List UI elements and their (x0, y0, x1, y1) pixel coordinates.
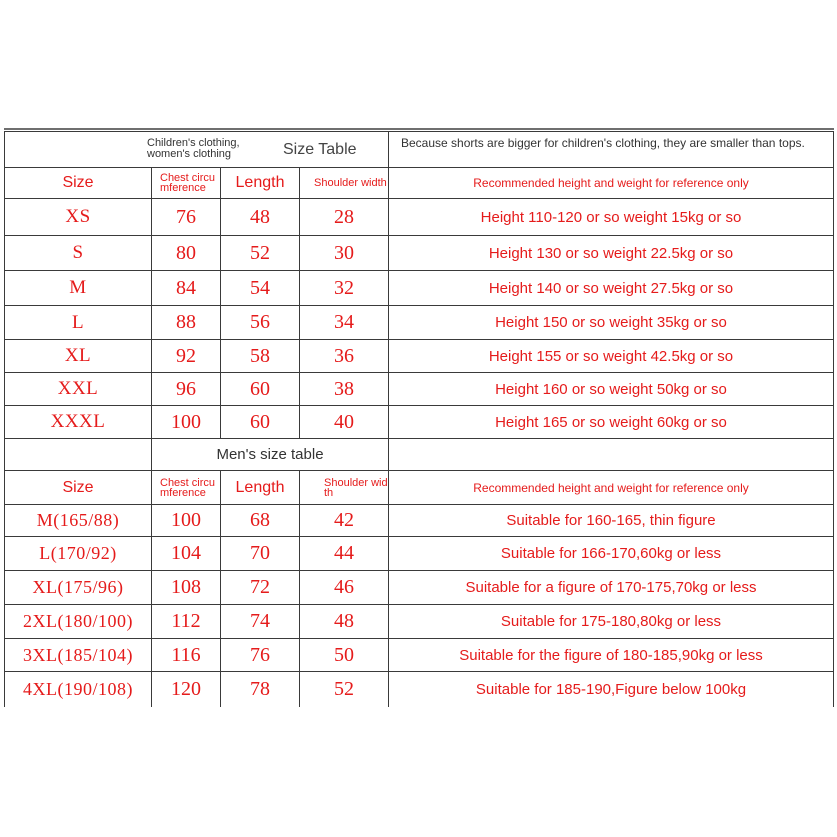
shoulder-cell: 34 (300, 306, 389, 340)
recommend-cell: Suitable for 166-170,60kg or less (389, 537, 834, 571)
table-row (5, 306, 834, 340)
table-row (5, 199, 834, 236)
recommend-cell: Suitable for 185-190,Figure below 100kg (389, 672, 834, 707)
chest-cell: 96 (152, 373, 221, 406)
chest-cell: 116 (152, 639, 221, 672)
size-cell: S (5, 236, 152, 271)
size-cell: XL(175/96) (5, 571, 152, 605)
col-shoulder-header: Shoulder width (300, 471, 389, 505)
col-size-header: Size (5, 471, 152, 505)
length-cell: 76 (221, 639, 300, 672)
chest-cell: 84 (152, 271, 221, 306)
table-row (5, 571, 834, 605)
blank-cell (389, 439, 834, 471)
col-length-header: Length (221, 168, 300, 199)
recommend-cell: Height 165 or so weight 60kg or so (389, 406, 834, 439)
chest-cell: 88 (152, 306, 221, 340)
chest-cell: 104 (152, 537, 221, 571)
recommend-cell: Suitable for 160-165, thin figure (389, 505, 834, 537)
shoulder-cell: 36 (300, 340, 389, 373)
col-recommend-header: Recommended height and weight for reference only (389, 168, 834, 199)
size-table (4, 131, 834, 707)
shoulder-cell: 46 (300, 571, 389, 605)
table-row (5, 537, 834, 571)
chest-cell: 76 (152, 199, 221, 236)
shoulder-cell: 48 (300, 605, 389, 639)
blank-cell (5, 439, 152, 471)
shoulder-cell: 30 (300, 236, 389, 271)
col-shoulder-header: Shoulder width (300, 168, 389, 199)
col-recommend-header: Recommended height and weight for reference only (389, 471, 834, 505)
col-chest-header: Chest circumference (152, 168, 221, 199)
recommend-cell: Height 130 or so weight 22.5kg or so (389, 236, 834, 271)
mens-title-row (5, 439, 834, 471)
table-row (5, 236, 834, 271)
table-row (5, 373, 834, 406)
length-cell: 52 (221, 236, 300, 271)
mens-size-table-title: Men's size table (152, 439, 389, 471)
recommend-cell: Height 155 or so weight 42.5kg or so (389, 340, 834, 373)
womens-header-row (5, 168, 834, 199)
recommend-cell: Suitable for the figure of 180-185,90kg or less (389, 639, 834, 672)
chest-cell: 100 (152, 505, 221, 537)
children-womens-label (147, 138, 240, 160)
chest-cell: 120 (152, 672, 221, 707)
size-table-title: Size Table (283, 141, 357, 158)
col-size-header: Size (5, 168, 152, 199)
children-line1: Children's clothing, (147, 137, 240, 149)
table-row (5, 505, 834, 537)
length-cell: 58 (221, 340, 300, 373)
shoulder-cell: 44 (300, 537, 389, 571)
table-row (5, 271, 834, 306)
recommend-cell: Height 150 or so weight 35kg or so (389, 306, 834, 340)
recommend-cell: Height 110-120 or so weight 15kg or so (389, 199, 834, 236)
title-row (5, 132, 834, 168)
chest-cell: 108 (152, 571, 221, 605)
table-row (5, 639, 834, 672)
table-row (5, 340, 834, 373)
size-cell: XS (5, 199, 152, 236)
shoulder-cell: 42 (300, 505, 389, 537)
table-row (5, 605, 834, 639)
chest-cell: 100 (152, 406, 221, 439)
chest-cell: 80 (152, 236, 221, 271)
recommend-cell: Suitable for a figure of 170-175,70kg or less (389, 571, 834, 605)
shoulder-cell: 52 (300, 672, 389, 707)
length-cell: 78 (221, 672, 300, 707)
size-cell: XXL (5, 373, 152, 406)
length-cell: 68 (221, 505, 300, 537)
title-cell (5, 132, 389, 168)
col-length-header: Length (221, 471, 300, 505)
length-cell: 54 (221, 271, 300, 306)
size-cell: L(170/92) (5, 537, 152, 571)
length-cell: 60 (221, 373, 300, 406)
size-cell: 2XL(180/100) (5, 605, 152, 639)
size-cell: XXXL (5, 406, 152, 439)
length-cell: 70 (221, 537, 300, 571)
length-cell: 74 (221, 605, 300, 639)
size-cell: 3XL(185/104) (5, 639, 152, 672)
recommend-cell: Height 140 or so weight 27.5kg or so (389, 271, 834, 306)
shoulder-cell: 28 (300, 199, 389, 236)
size-cell: XL (5, 340, 152, 373)
col-chest-header: Chest circumference (152, 471, 221, 505)
table-row (5, 406, 834, 439)
length-cell: 56 (221, 306, 300, 340)
table-row (5, 672, 834, 707)
recommend-cell: Height 160 or so weight 50kg or so (389, 373, 834, 406)
length-cell: 60 (221, 406, 300, 439)
mens-header-row (5, 471, 834, 505)
size-cell: M(165/88) (5, 505, 152, 537)
shoulder-cell: 38 (300, 373, 389, 406)
shoulder-cell: 50 (300, 639, 389, 672)
children-line2: women's clothing (147, 148, 232, 160)
size-cell: 4XL(190/108) (5, 672, 152, 707)
shorts-note: Because shorts are bigger for children's clothing, they are smaller than tops. (389, 132, 834, 168)
recommend-cell: Suitable for 175-180,80kg or less (389, 605, 834, 639)
shoulder-cell: 32 (300, 271, 389, 306)
length-cell: 48 (221, 199, 300, 236)
shoulder-cell: 40 (300, 406, 389, 439)
chest-cell: 112 (152, 605, 221, 639)
length-cell: 72 (221, 571, 300, 605)
size-cell: L (5, 306, 152, 340)
size-cell: M (5, 271, 152, 306)
chest-cell: 92 (152, 340, 221, 373)
